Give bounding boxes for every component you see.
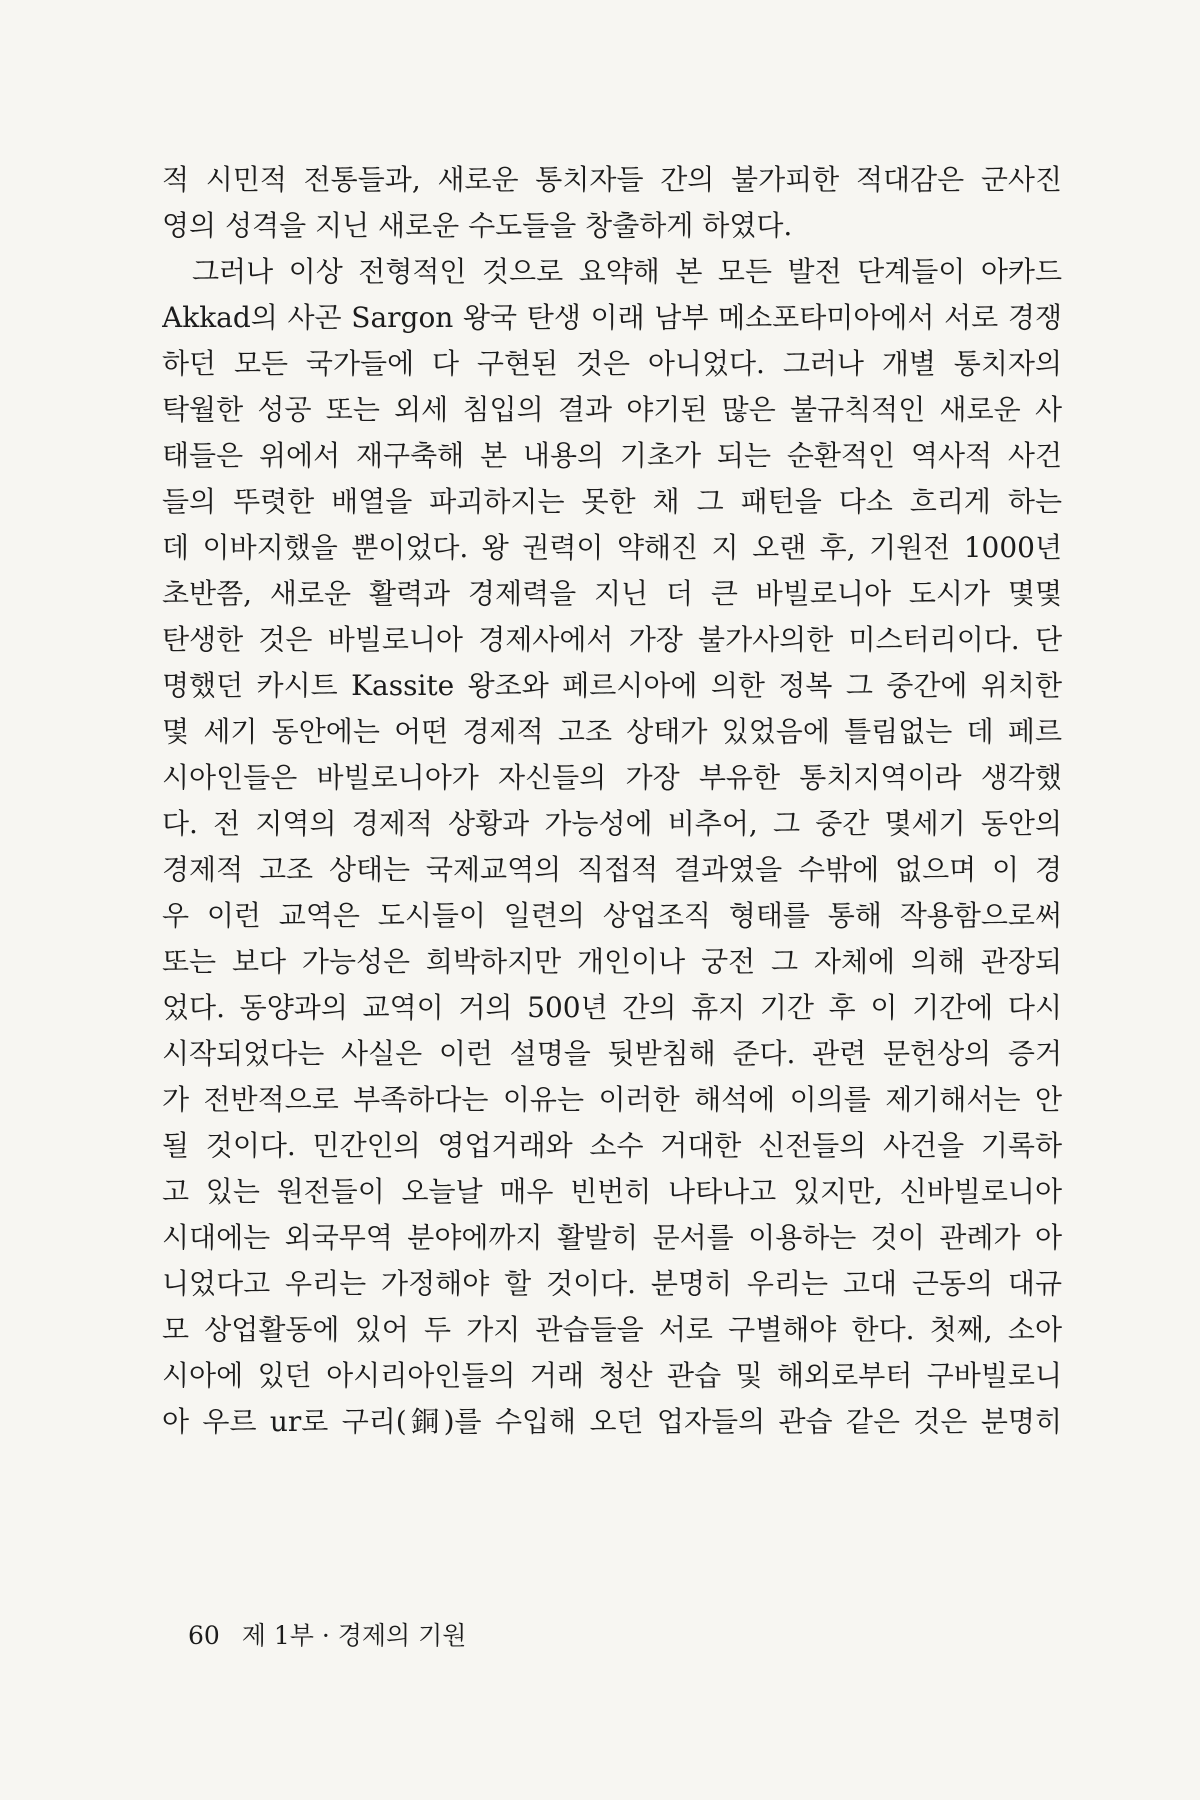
text-line: 될 것이다. 민간인의 영업거래와 소수 거대한 신전들의 사건을 기록하 [162, 1129, 1062, 1162]
text-line: 고 있는 원전들이 오늘날 매우 빈번히 나타나고 있지만, 신바빌로니아 [162, 1175, 1062, 1208]
text-line: 초반쯤, 새로운 활력과 경제력을 지닌 더 큰 바빌로니아 도시가 몇몇 [162, 577, 1062, 610]
text-line: 시대에는 외국무역 분야에까지 활발히 문서를 이용하는 것이 관례가 아 [162, 1221, 1062, 1254]
text-line: 아 우르 ur로 구리(銅)를 수입해 오던 업자들의 관습 같은 것은 분명히 [162, 1405, 1062, 1438]
text-line: 태들은 위에서 재구축해 본 내용의 기초가 되는 순환적인 역사적 사건 [162, 439, 1062, 472]
text-line: 명했던 카시트 Kassite 왕조와 페르시아에 의한 정복 그 중간에 위치한 [162, 669, 1062, 702]
text-line: 우 이런 교역은 도시들이 일련의 상업조직 형태를 통해 작용함으로써 [162, 899, 1062, 932]
text-line: 그러나 이상 전형적인 것으로 요약해 본 모든 발전 단계들이 아카드 [192, 255, 1062, 288]
text-line: 탄생한 것은 바빌로니아 경제사에서 가장 불가사의한 미스터리이다. 단 [162, 623, 1062, 656]
text-line: 모 상업활동에 있어 두 가지 관습들을 서로 구별해야 한다. 첫째, 소아 [162, 1313, 1062, 1346]
page-number: 60 [188, 1621, 220, 1650]
text-line: 하던 모든 국가들에 다 구현된 것은 아니었다. 그러나 개별 통치자의 [162, 347, 1062, 380]
text-line: 가 전반적으로 부족하다는 이유는 이러한 해석에 이의를 제기해서는 안 [162, 1083, 1062, 1116]
text-line: 시아에 있던 아시리아인들의 거래 청산 관습 및 해외로부터 구바빌로니 [162, 1359, 1062, 1392]
text-line: 시아인들은 바빌로니아가 자신들의 가장 부유한 통치지역이라 생각했 [162, 761, 1062, 794]
text-line: 경제적 고조 상태는 국제교역의 직접적 결과였을 수밖에 없으며 이 경 [162, 853, 1062, 886]
running-section-title: 제 1부 · 경제의 기원 [241, 1621, 467, 1650]
text-line: 들의 뚜렷한 배열을 파괴하지는 못한 채 그 패턴을 다소 흐리게 하는 [162, 485, 1062, 518]
text-line: Akkad의 사곤 Sargon 왕국 탄생 이래 남부 메소포타미아에서 서로 경쟁 [162, 301, 1062, 334]
text-line: 니었다고 우리는 가정해야 할 것이다. 분명히 우리는 고대 근동의 대규 [162, 1267, 1062, 1300]
body-text [162, 157, 1062, 1445]
text-line: 시작되었다는 사실은 이런 설명을 뒷받침해 준다. 관련 문헌상의 증거 [162, 1037, 1062, 1070]
text-line: 었다. 동양과의 교역이 거의 500년 간의 휴지 기간 후 이 기간에 다시 [162, 991, 1062, 1024]
text-line: 탁월한 성공 또는 외세 침입의 결과 야기된 많은 불규칙적인 새로운 사 [162, 393, 1062, 426]
text-line: 몇 세기 동안에는 어떤 경제적 고조 상태가 있었음에 틀림없는 데 페르 [162, 715, 1062, 748]
page-footer [188, 1616, 466, 1652]
text-line: 적 시민적 전통들과, 새로운 통치자들 간의 불가피한 적대감은 군사진 [162, 163, 1062, 196]
text-line: 영의 성격을 지닌 새로운 수도들을 창출하게 하였다. [162, 209, 793, 242]
text-line: 다. 전 지역의 경제적 상황과 가능성에 비추어, 그 중간 몇세기 동안의 [162, 807, 1062, 840]
text-line: 데 이바지했을 뿐이었다. 왕 권력이 약해진 지 오랜 후, 기원전 1000년 [162, 531, 1062, 564]
text-line: 또는 보다 가능성은 희박하지만 개인이나 궁전 그 자체에 의해 관장되 [162, 945, 1062, 978]
